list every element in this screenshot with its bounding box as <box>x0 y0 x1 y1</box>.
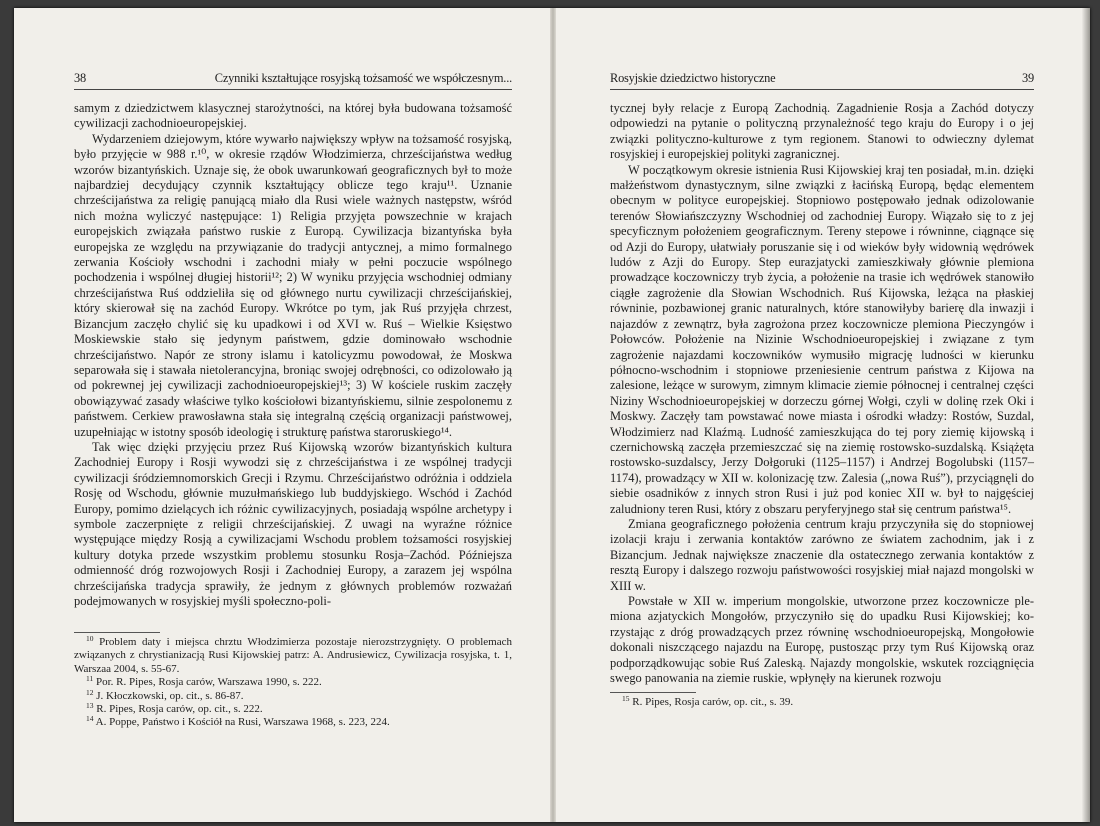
left-page <box>74 8 512 822</box>
right-page <box>610 8 1034 822</box>
paragraph: Tak więc dzięki przyjęciu przez Ruś Kijowską wzorów bizantyńskich kultura Zachodniej Europy i Rosji wywodzi się z chrześcijaństwa i ze wspólnej tradycji cywilizacji śródziemnomorskich Grecji i Rzymu. Chrześcijaństwo odróżnia i oddziela Rosję od Wschodu, głównie muzułmańskiego lub buddyjskiego. Wschód i Zachód Europy, pomimo dzielących ich różnic cywilizacyjnych, posiadają wspólne archetypy i symbole zaczerpnięte z religii chrześcijańskiej. Z uwagi na wyraźne różnice występujące między Rosją a cywilizacjami Wschodu problem tożsamości rosyjskiej kultury dotyka przede wszystkim problemu stosunku Rosja–Zachód. Późniejsza odmienność dróg rozwojowych Rosji i Zachodniej Europy, a zarazem jej wspólna chrześcijańska tradycja sprawiły, że jednym z głównych problemów rozważań podejmowanych w rosyjskiej myśli społeczno-poli- <box>74 439 512 608</box>
right-footnotes <box>610 696 1034 709</box>
book-gutter <box>550 8 556 822</box>
paragraph: tycznej były relacje z Europą Zachodnią. Zagadnienie Rosja a Zachód dotyczy odpowiedzi na pytanie o polityczną przynależność tego kraju do Europy i o jej związki polityczno-kulturowe z tym regionem. Stanowi to odwieczny dylemat rosyjskiej i europejskiej polityki zagranicznej. <box>610 101 1034 162</box>
footnote: $^{11}$ Por. R. Pipes, Rosja carów, Warszawa 1990, s. 222. <box>86 674 322 689</box>
page-number: 39 <box>1022 71 1034 85</box>
paragraph: Powstałe w XII w. imperium mongolskie, utworzone przez koczownicze plemiona azjatyckich Mongołów, przyczyniło się do upadku Rusi Kijowskiej; korzystając z dróg prowadzących przez równinę wschodnioeuropejską, Mongołowie dokonali niszczącego najazdu na Europę, pustosząc przy tym Ruś Kijowską oraz podporządkowując sobie Ruś Zaleską. Najazdy mongolskie, wskutek rozciągnięcia swego panowania na ziemie ruskie, wpłynęły na kierunek rozwoju <box>610 594 1034 686</box>
right-body-text <box>610 101 1034 686</box>
page-edge <box>1082 8 1090 822</box>
left-footnotes <box>74 636 512 730</box>
paragraph: Wydarzeniem dziejowym, które wywarło największy wpływ na tożsamość rosyjską, było przyjęcie w 988 r.¹⁰, w okresie rządów Włodzimierza, chrześcijaństwa według wzorów bizantyńskich. Uznaje się, że obok uwarunkowań geograficznych był to może najbardziej decydujący czynnik kształtujący oblicze tego kraju¹¹. Uznanie chrześcijaństwa za religię panującą miało dla Rusi wiele ważnych następstw, wśród nich można wyliczyć następujące: 1) Religia przyjęta powszechnie w krajach europejskich związała państwo ruskie z Europą. Cywilizacja bizantyńska była europejska ze względu na przywiązanie do tradycji antycznej, a mimo formalnego zerwania Kościoły wschodni i zachodni miały w pełni poczucie wspólnego pochodzenia i wspólnej długiej historii¹²; 2) W wyniku przyjęcia wschodniej odmiany chrześcijaństwa Ruś oddzieliła się od głównego nurtu cywilizacji chrześcijańskiej, który skierował się na zachód Europy. Wkrótce po tym, jak Ruś przyjęła chrzest, Bizancjum zaczęło chylić się ku upadkowi i od XVI w. Ruś – Wielkie Księstwo Moskiewskie stało się jedynym państwem, gdzie dominowało wschodnie chrześcijaństwo. Napór ze strony islamu i katolicyzmu powodował, że Moskwa separowała się i stawała nietolerancyjna, broniąc swojej odrębności, co odizolowało ją od pokrewnej jej cywilizacji zachodnioeuropejskiej¹³; 3) W kościele ruskim zaczęły obowiązywać zasady właściwe tylko kościołowi bizantyńskiemu, silnie zespolonemu z państwem. Cerkiew prawosławna stała się integralną częścią organizacji państwowej, uzupełniając w istotny sposób ideologię i strukturę państwa staroruskiego¹⁴. <box>74 131 512 439</box>
running-title: Rosyjskie dziedzictwo historyczne <box>610 71 776 85</box>
page-number: 38 <box>74 71 86 85</box>
paragraph: samym z dziedzictwem klasycznej starożytności, na której była budowana tożsamość cywilizacji zachodnioeuropejskiej. <box>74 101 512 131</box>
footnote: $^{10}$ Problem daty i miejsca chrztu Włodzimierza pozostaje nierozstrzygnięty. O problemach związanych z chrystianizacją Rusi Kijowskiej patrz: A. Andrusiewicz, Cywilizacja rosyjska, t. 1, Warszaa 2004, s. 55-67. <box>74 634 512 675</box>
book-spread <box>14 8 1090 822</box>
paragraph: W początkowym okresie istnienia Rusi Kijowskiej kraj ten posiadał, m.in. dzięki małżeństwom dynastycznym, silne związki z łacińską Europą, będąc elementem obecnym w polityce europejskiej. Stopniowo postępowało jednak odizolowanie terenów Słowiańszczyzny Wschodniej od zachodniej Europy. Wiązało się to z jej specyficznym położeniem geograficznym. Tereny stepowe i równinne, ciągnące się od Azji do Europy, ułatwiały poruszanie się i od wieków były widownią wędrówek ludów z Azji do Europy. Step eurazjatycki zamieszkiwały głównie plemiona prowadzące koczowniczy tryb życia, a położenie na trasie ich wędrówek stanowiło ciągłe zagrożenie dla Słowian Wschodnich. Ruś Kijowska, leżąca na płaskiej równinie, pozbawionej granic naturalnych, które stanowiłyby barierę dla inwazji i najazdów z zewnątrz, była zagrożona przez koczownicze plemiona Pieczyngów i Połowców. Położenie na Nizinie Wschodnioeuropejskiej i związane z tym zagrożenie najazdami koczowników wymusiło migrację ludności w kierunku północno-wschodnim i stopniowe przeniesienie centrum państwa z Kijowa na zalesione, leżące w surowym, zimnym klimacie ziemie północnej i centralnej części Niziny Wschodnioeuropejskiej w dorzeczu górnej Wołgi, czyli w dolinę rzek Oki i Moskwy. Zaczęły tam powstawać nowe miasta i ośrodki władzy: Rostów, Suzdal, Włodzimierz nad Klaźmą. Ludność zamieszkująca do tej pory ziemię kijowską i czernichowską zaczęła przemieszczać się na ziemię rostowsko-suzdalską. Książęta rostowsko-suzdalscy, Jerzy Dołgoruki (1125–1157) i Andrzej Bogolubski (1157–1174), prowadzący w XII w. kolonizację tzw. Zalesia („nowa Ruś”), przyciągnęli do siebie osadników z innych stron Rusi i już pod koniec XII w. był to najgęściej zaludniony teren Rusi, który z obszaru peryferyjnego stał się centrum państwa¹⁵. <box>610 162 1034 516</box>
paragraph: Zmiana geograficznego położenia centrum kraju przyczyniła się do stopniowej izolacji kraju i zerwania kontaktów zarówno ze światem zachodnim, jak i z Bizancjum. Jednak największe znaczenie dla ostatecznego zerwania kontaktów z resztą Europy i dalszego rozwoju państwowości rosyjskiej miał najazd mongolski w XIII w. <box>610 516 1034 593</box>
right-running-head <box>610 66 1034 90</box>
footnote: $^{14}$ A. Poppe, Państwo i Kościół na Rusi, Warszawa 1968, s. 223, 224. <box>86 714 390 729</box>
footnote-rule <box>610 692 696 693</box>
footnote: $^{12}$ J. Kłoczkowski, op. cit., s. 86-87. <box>86 687 244 702</box>
running-title: Czynniki kształtujące rosyjską tożsamość we współczesnym... <box>214 71 512 85</box>
footnote: $^{15}$ R. Pipes, Rosja carów, op. cit., s. 39. <box>622 694 794 708</box>
footnote: $^{13}$ R. Pipes, Rosja carów, op. cit., s. 222. <box>86 701 263 716</box>
footnote-rule <box>74 632 160 633</box>
left-running-head <box>74 66 512 90</box>
left-body-text <box>74 101 512 609</box>
